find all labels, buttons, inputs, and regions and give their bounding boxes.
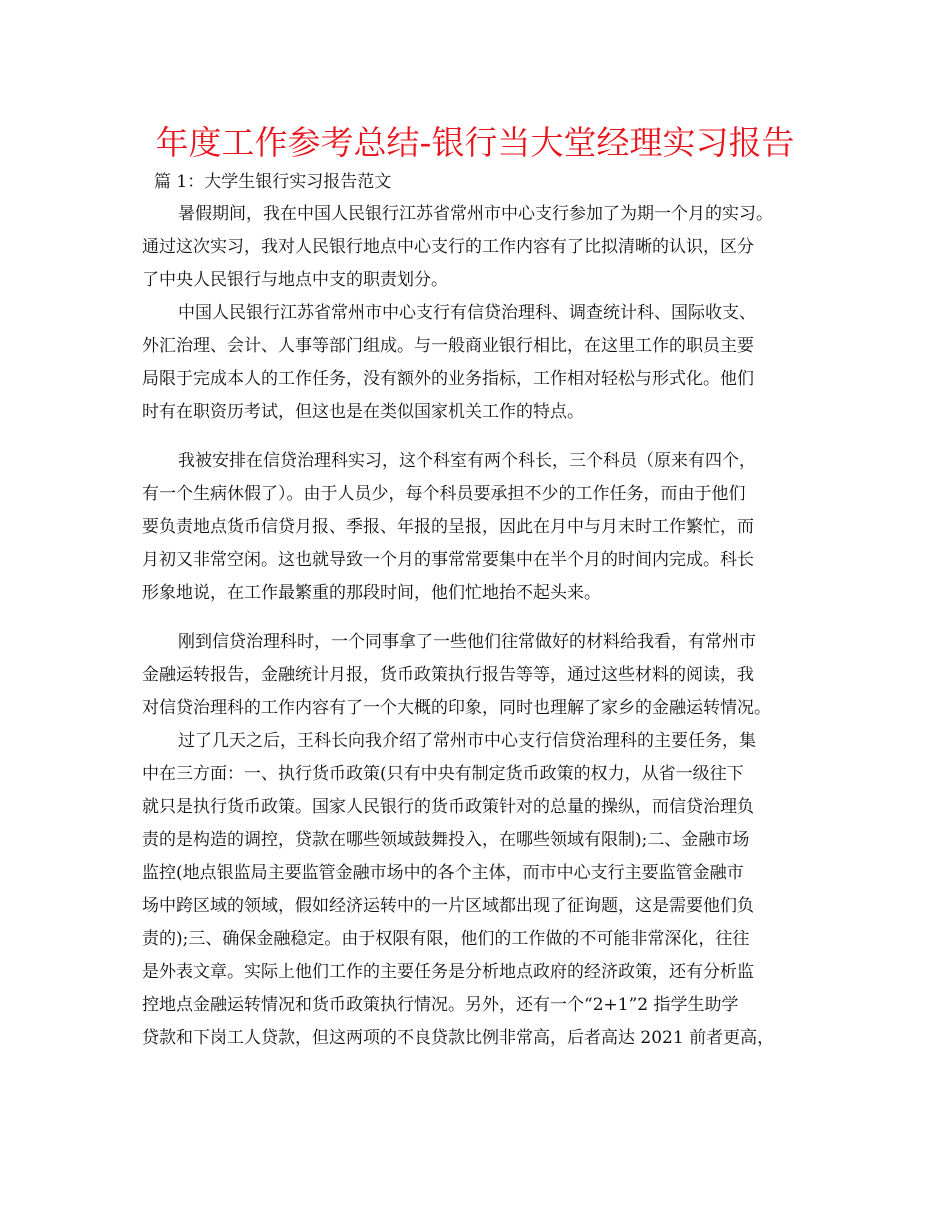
paragraph-line: 我被安排在信贷治理科实习，这个科室有两个科长，三个科员（原来有四个， — [178, 451, 756, 471]
document-title: 年度工作参考总结-银行当大堂经理实习报告 — [155, 123, 795, 162]
paragraph-1 — [142, 198, 822, 297]
paragraph-line: 对信贷治理科的工作内容有了一个大概的印象，同时也理解了家乡的金融运转情况。 — [142, 698, 771, 718]
paragraph-line: 监控(地点银监局主要监管金融市场中的各个主体，而市中心支行主要监管金融市 — [142, 863, 744, 883]
paragraph-line: 场中跨区域的领域，假如经济运转中的一片区域都出现了征询题，这是需要他们负 — [142, 896, 754, 916]
paragraph-line: 控地点金融运转情况和货币政策执行情况。另外，还有一个“2+1”2 指学生助学 — [142, 995, 739, 1015]
paragraph-line: 形象地说，在工作最繁重的那段时间，他们忙地抬不起头来。 — [142, 583, 601, 603]
paragraph-line: 贷款和下岗工人贷款，但这两项的不良贷款比例非常高，后者高达 2021 前者更高， — [142, 1028, 775, 1048]
paragraph-line: 有一个生病休假了）。由于人员少，每个科员要承担不少的工作任务，而由于他们 — [142, 484, 746, 504]
paragraph-line: 责的);三、确保金融稳定。由于权限有限，他们的工作做的不可能非常深化，往往 — [142, 929, 750, 949]
paragraph-line: 时有在职资历考试，但这也是在类似国家机关工作的特点。 — [142, 402, 584, 422]
paragraph-line: 过了几天之后，王科长向我介绍了常州市中心支行信贷治理科的主要任务，集 — [178, 731, 756, 751]
paragraph-5 — [142, 725, 822, 1055]
paragraph-2 — [142, 297, 822, 429]
paragraph-line: 金融运转报告，金融统计月报，货币政策执行报告等等，通过这些材料的阅读，我 — [142, 665, 754, 685]
paragraph-line: 了中央人民银行与地点中支的职责划分。 — [142, 270, 448, 290]
paragraph-line: 是外表文章。实际上他们工作的主要任务是分析地点政府的经济政策，还有分析监 — [142, 962, 754, 982]
paragraph-line: 就只是执行货币政策。国家人民银行的货币政策针对的总量的操纵，而信贷治理负 — [142, 797, 754, 817]
paragraph-line: 局限于完成本人的工作任务，没有额外的业务指标，工作相对轻松与形式化。他们 — [142, 369, 754, 389]
paragraph-4 — [142, 626, 822, 725]
paragraph-line: 刚到信贷治理科时，一个同事拿了一些他们往常做好的材料给我看，有常州市 — [178, 632, 756, 652]
paragraph-line: 外汇治理、会计、人事等部门组成。与一般商业银行相比，在这里工作的职员主要 — [142, 336, 754, 356]
paragraph-line: 通过这次实习，我对人民银行地点中心支行的工作内容有了比拟清晰的认识，区分 — [142, 237, 754, 257]
paragraph-line: 责的是构造的调控，贷款在哪些领域鼓舞投入，在哪些领域有限制);二、金融市场 — [142, 830, 750, 850]
paragraph-line: 月初又非常空闲。这也就导致一个月的事常常要集中在半个月的时间内完成。科长 — [142, 550, 754, 570]
paragraph-line: 中在三方面：一、执行货币政策(只有中央有制定货币政策的权力，从省一级往下 — [142, 764, 744, 784]
paragraph-line: 要负责地点货币信贷月报、季报、年报的呈报，因此在月中与月末时工作繁忙，而 — [142, 517, 754, 537]
paragraph-3 — [142, 445, 822, 610]
paragraph-line: 暑假期间，我在中国人民银行江苏省常州市中心支行参加了为期一个月的实习。 — [178, 204, 773, 224]
paragraph-line: 中国人民银行江苏省常州市中心支行有信贷治理科、调查统计科、国际收支、 — [178, 303, 756, 323]
document-subtitle: 篇 1：大学生银行实习报告范文 — [154, 172, 392, 192]
